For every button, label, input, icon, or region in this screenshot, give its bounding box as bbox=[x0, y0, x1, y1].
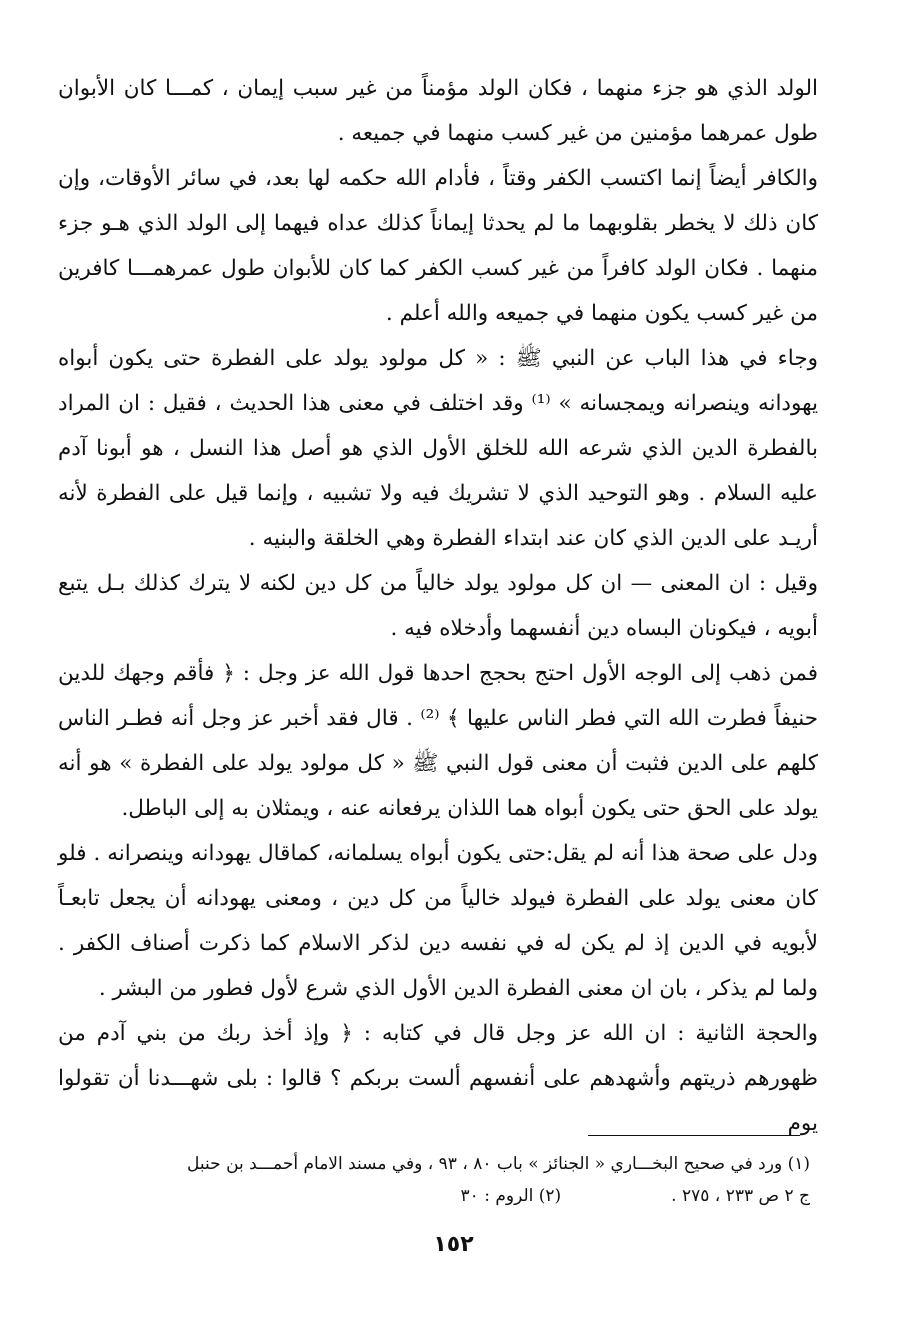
paragraph-5: فمن ذهب إلى الوجه الأول احتج بحجج احدها قول الله عز وجل : ﴿ فأقم وجهك للدين حنيفاً فطرت الله التي فطر الناس عليها ﴾ ⁽²⁾ . قال فقد أخبر عز وجل أنه فطـر الناس كلهم على الدين فثبت أن معنى قول النبي ﷺ « كل مولود يولد على الفطرة » هو أنه يولد على الحق حتى يكون أبواه هما اللذان يرفعانه عنه ، ويمثلان به إلى الباطل. bbox=[58, 661, 819, 821]
footnotes bbox=[40, 1148, 810, 1212]
page-number: ١٥٢ bbox=[433, 1232, 474, 1257]
paragraph-1: الولد الذي هو جزء منهما ، فكان الولد مؤمناً من غير سبب إيمان ، كمـــا كان الأبوان طول عمرهما مؤمنين من غير كسب منهما في جميعه . bbox=[58, 76, 818, 146]
main-text bbox=[58, 66, 818, 1146]
paragraph-7: والحجة الثانية : ان الله عز وجل قال في كتابه : ﴿ وإذ أخذ ربك من بني آدم من ظهورهم ذريتهم وأشهدهم على أنفسهم ألست بربكم ؟ قالوا : بلى شهـــدنا أن تقولوا يوم bbox=[58, 1021, 818, 1136]
footnote-1-line bbox=[40, 1148, 810, 1180]
footnote-line-2 bbox=[40, 1180, 810, 1212]
paragraph-3: وجاء في هذا الباب عن النبي ﷺ : « كل مولود يولد على الفطرة حتى يكون أبواه يهودانه وينصرانه ويمجسانه » ⁽¹⁾ وقد اختلف في معنى هذا الحديث ، فقيل : ان المراد بالفطرة الدين الذي شرعه الله للخلق الأول الذي هو أصل هذا النسل ، هو أبونا آدم عليه السلام . وهو التوحيد الذي لا تشريك فيه ولا تشبيه ، وإنما قيل على الفطرة لأنه أريـد على الدين الذي كان عند ابتداء الفطرة وهي الخلقة والبنيه . bbox=[58, 346, 819, 551]
footnote-divider bbox=[588, 1135, 800, 1136]
footnote-1-continuation: ج ٢ ص ٢٣٣ ، ٢٧٥ . bbox=[671, 1186, 810, 1206]
paragraph-6: ودل على صحة هذا أنه لم يقل:حتى يكون أبواه يسلمانه، كماقال يهودانه وينصرانه . فلو كان معنى يولد على الفطرة فيولد خالياً من كل دين ، ومعنى يهودانه أن يجعل تابعـاً لأبويه في الدين إذ لم يكن له في نفسه دين لذكر الاسلام كما ذكرت أصناف الكفر . ولما لم يذكر ، بان ان معنى الفطرة الدين الأول الذي شرع لأول فطور من البشر . bbox=[58, 841, 818, 1001]
paragraph-4: وقيل : ان المعنى — ان كل مولود يولد خالياً من كل دين لكنه لا يترك كذلك بـل يتبع أبويه ، فيكونان البساه دين أنفسهما وأدخلاه فيه . bbox=[58, 571, 818, 641]
footnote-1: (١) ورد في صحيح البخـــاري « الجنائز » باب ٨٠ ، ٩٣ ، وفي مسند الامام أحمـــد بن حنبل bbox=[187, 1154, 810, 1174]
footnote-2: (٢) الروم : ٣٠ bbox=[460, 1186, 562, 1206]
paragraph-2: والكافر أيضاً إنما اكتسب الكفر وقتاً ، فأدام الله حكمه لها بعد، في سائر الأوقات، وإن كان ذلك لا يخطر بقلوبهما ما لم يحدثا إيماناً كذلك عداه فيهما إلى الولد الذي هـو جزء منهما . فكان الولد كافراً من غير كسب الكفر كما كان للأبوان طول عمرهمـــا كافرين من غير كسب يكون منهما في جميعه والله أعلم . bbox=[58, 166, 818, 326]
